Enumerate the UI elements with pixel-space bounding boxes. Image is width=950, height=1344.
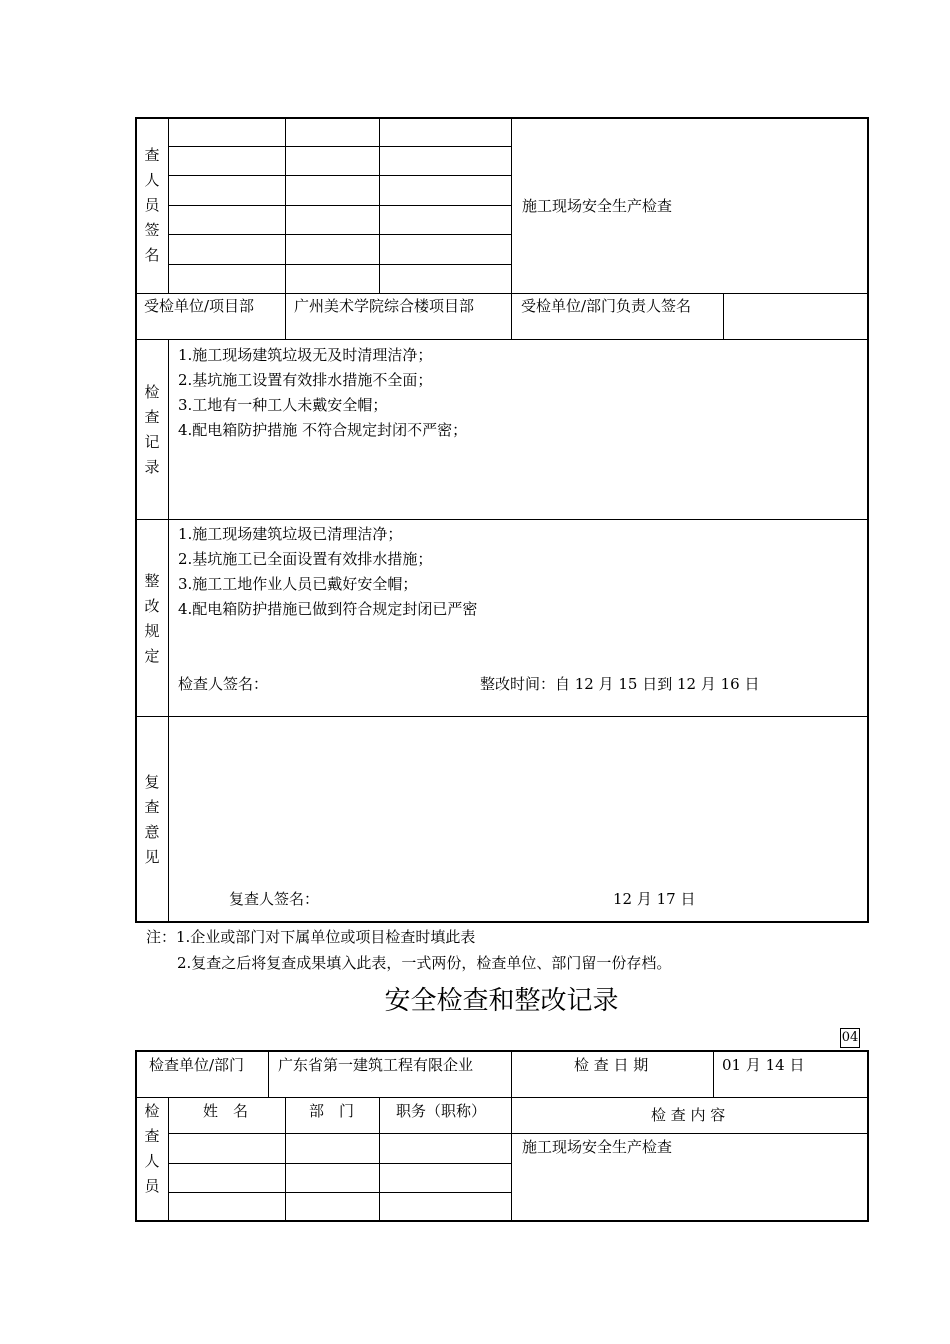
rectify-item: 1.施工现场建筑垃圾已清理洁净；: [178, 525, 403, 543]
rectify-inspector-sign: 检查人签名：: [178, 675, 269, 693]
inspected-unit-label: 受检单位/项目部: [144, 297, 255, 315]
review-label: 复查意见: [144, 773, 160, 866]
content-value: 施工现场安全生产检查: [522, 1138, 673, 1156]
inspection-content-value: 施工现场安全生产检查: [522, 197, 673, 215]
inspect-unit-value: 广东省第一建筑工程有限企业: [278, 1056, 474, 1074]
rectify-label: 整改规定: [144, 572, 160, 665]
page-number: 04: [840, 1028, 860, 1048]
form-title: 安全检查和整改记录: [384, 986, 619, 1016]
col-title-header: 职务（职称）: [396, 1102, 487, 1120]
table-left-border: [135, 117, 137, 923]
inspected-unit-value: 广州美术学院综合楼项目部: [294, 297, 475, 315]
rectify-time: 整改时间：自 12 月 15 日到 12 月 16 日: [480, 675, 760, 693]
record-label: 检查记录: [144, 383, 160, 476]
inspect-unit-label: 检查单位/部门: [149, 1056, 245, 1074]
record-item: 1.施工现场建筑垃圾无及时清理洁净；: [178, 346, 433, 364]
col-dept-header: 部 门: [309, 1102, 355, 1120]
rectify-item: 3.施工工地作业人员已戴好安全帽；: [178, 575, 418, 593]
inspect-date-label: 检 查 日 期: [574, 1056, 649, 1074]
inspect-date-value: 01 月 14 日: [722, 1056, 805, 1074]
record-item: 4.配电箱防护措施 不符合规定封闭不严密；: [178, 421, 468, 439]
reviewer-sign: 复查人签名：: [229, 890, 320, 908]
col-content-header: 检 查 内 容: [651, 1106, 726, 1124]
inspected-head-sign-label: 受检单位/部门负责人签名: [521, 297, 692, 315]
table-bottom-border: [135, 921, 869, 923]
inspected-head-sign-field[interactable]: [725, 295, 866, 338]
col-name-header: 姓 名: [203, 1102, 249, 1120]
table-right-border: [867, 117, 869, 923]
record-item: 3.工地有一种工人未戴安全帽；: [178, 396, 388, 414]
rectify-item: 4.配电箱防护措施已做到符合规定封闭已严密: [178, 600, 478, 618]
note-line-1: 注：1.企业或部门对下属单位或项目检查时填此表: [146, 928, 476, 946]
record-item: 2.基坑施工设置有效排水措施不全面；: [178, 371, 433, 389]
table-top-border: [135, 117, 869, 119]
inspector-sign-label: 查人员签名: [144, 146, 160, 264]
review-date: 12 月 17 日: [613, 890, 696, 908]
inspectors-label: 检查人员: [144, 1102, 160, 1195]
rectify-item: 2.基坑施工已全面设置有效排水措施；: [178, 550, 433, 568]
note-line-2: 2.复查之后将复查成果填入此表，一式两份，检查单位、部门留一份存档。: [177, 954, 672, 972]
